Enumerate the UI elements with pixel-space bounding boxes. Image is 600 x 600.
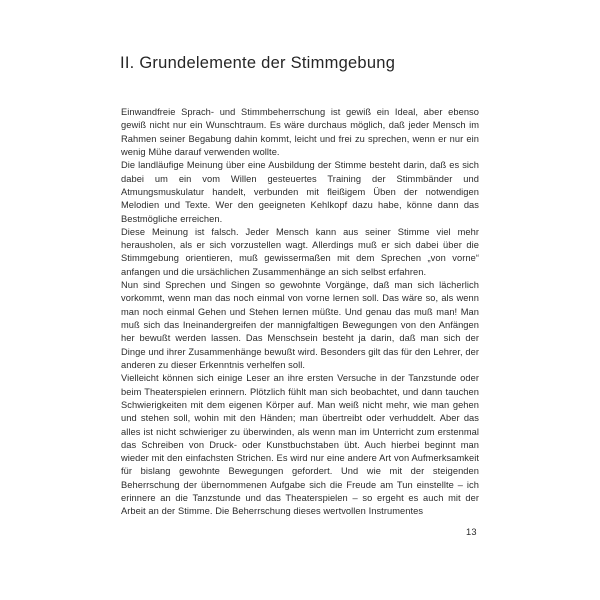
paragraph: Vielleicht können sich einige Leser an ihre ersten Versuche in der Tanzstunde oder beim Theaterspielen erinnern. Plötzlich fühlt man sich beobachtet, und dann tauchen Schwierigkeiten mit dem eigenen Körper auf. Man weiß nicht mehr, wie man gehen und stehen soll, wohin mit den Händen; man übertreibt oder verhuddelt. Aber das alles ist nicht schwieriger zu überwinden, als wenn man im Unterricht zum erstenmal das Schreiben von Druck- oder Kunstbuchstaben übt. Auch hierbei beginnt man wieder mit den einfachsten Strichen. Es wird nur eine andere Art von Aufmerksamkeit für bislang gewohnte Bewegungen gefordert. Und wie mit der steigenden Beherrschung der übernommenen Aufgabe sich die Freude am Tun einstellte – ich erinnere an die Tanzstunde und das Theaterspielen – so ergeht es auch mit der Arbeit an der Stimme. Die Beherrschung dieses wertvollen Instrumentes (121, 373, 479, 517)
paragraph: Die landläufige Meinung über eine Ausbildung der Stimme besteht darin, daß es sich dabei um ein vom Willen gesteuertes Training der Stimmbänder und Atmungsmuskulatur handelt, verbunden mit fleißigem Üben der notwendigen Melodien und Texte. Wer den geeigneten Kehlkopf dazu habe, könne dann das Bestmögliche erreichen. (121, 160, 479, 224)
page-number: 13 (466, 527, 477, 537)
chapter-title: II. Grundelemente der Stimmgebung (120, 54, 396, 73)
paragraph: Einwandfreie Sprach- und Stimmbeherrschung ist gewiß ein Ideal, aber ebenso gewiß nicht nur ein Wunschtraum. Es wäre durchaus möglich, daß jeder Mensch im Rahmen seiner Begabung dahin kommt, leicht und frei zu sprechen, wenn er nur ein wenig Mühe darauf verwenden wollte. (121, 107, 479, 157)
paragraph: Diese Meinung ist falsch. Jeder Mensch kann aus seiner Stimme viel mehr herausholen, als er sich vorzustellen wagt. Allerdings muß er sich dabei über die Stimmgebung orientieren, muß gewissermaßen mit dem Sprechen „von vorne“ anfangen und die ursächlichen Zusammenhänge an sich selbst erfahren. (121, 226, 479, 277)
body-text-column (121, 106, 479, 519)
paragraph: Nun sind Sprechen und Singen so gewohnte Vorgänge, daß man sich lächerlich vorkommt, wenn man das noch einmal von vorne lernen soll. Das wäre so, als wenn man noch einmal Gehen und Stehen lernen müßte. Und genau das muß man! Man muß sich das Ineinandergreifen der mannigfaltigen Bewegungen von den Anfängen her bewußt werden lassen. Das Menschsein besteht ja darin, daß man sich der Dinge und ihrer Zusammenhänge bewußt wird. Besonders gilt das für den Lehrer, der anderen zu dieser Erkenntnis verhelfen soll. (121, 280, 479, 370)
